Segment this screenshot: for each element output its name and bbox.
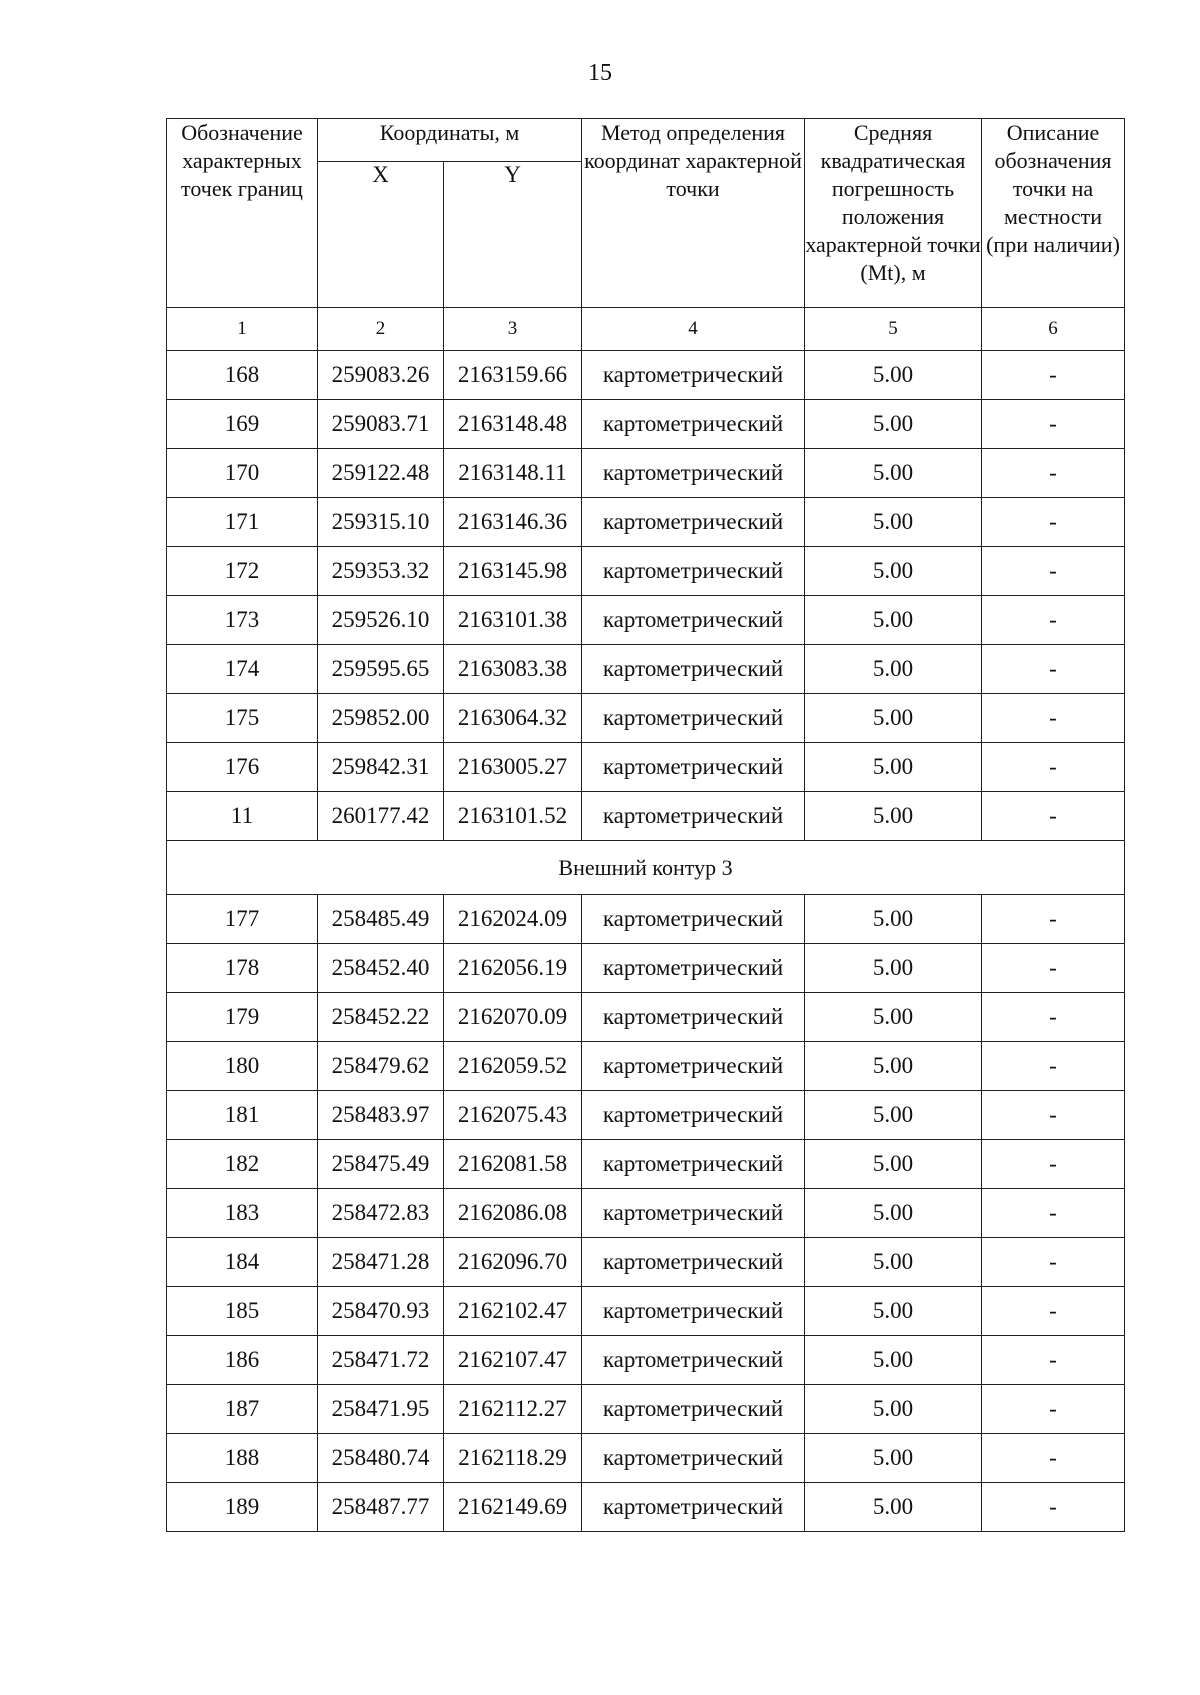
table-row [167, 1483, 1125, 1532]
cell-method: картометрический [582, 1238, 805, 1287]
column-number: 2 [318, 308, 444, 351]
table-row [167, 1336, 1125, 1385]
table-row [167, 1238, 1125, 1287]
cell-error: 5.00 [805, 1385, 982, 1434]
cell-point: 177 [167, 895, 318, 944]
cell-x: 259315.10 [318, 498, 444, 547]
coordinates-table [166, 118, 1125, 1532]
table-row [167, 792, 1125, 841]
column-number: 4 [582, 308, 805, 351]
cell-error: 5.00 [805, 1336, 982, 1385]
cell-description: - [982, 1434, 1125, 1483]
cell-description: - [982, 743, 1125, 792]
cell-method: картометрический [582, 596, 805, 645]
table-row [167, 400, 1125, 449]
cell-y: 2163146.36 [444, 498, 582, 547]
cell-point: 181 [167, 1091, 318, 1140]
cell-point: 176 [167, 743, 318, 792]
header-y: Y [444, 161, 582, 307]
column-number-row [167, 308, 1125, 351]
column-number: 6 [982, 308, 1125, 351]
cell-description: - [982, 1091, 1125, 1140]
cell-point: 187 [167, 1385, 318, 1434]
cell-x: 258475.49 [318, 1140, 444, 1189]
table-row [167, 1042, 1125, 1091]
cell-y: 2163145.98 [444, 547, 582, 596]
cell-point: 185 [167, 1287, 318, 1336]
header-method: Метод определения координат характерной точки [582, 119, 805, 308]
column-number: 1 [167, 308, 318, 351]
cell-description: - [982, 895, 1125, 944]
table-row [167, 1140, 1125, 1189]
cell-x: 258470.93 [318, 1287, 444, 1336]
cell-method: картометрический [582, 743, 805, 792]
table-row [167, 743, 1125, 792]
cell-point: 183 [167, 1189, 318, 1238]
cell-error: 5.00 [805, 1483, 982, 1532]
cell-method: картометрический [582, 1140, 805, 1189]
cell-x: 259083.26 [318, 351, 444, 400]
cell-method: картометрический [582, 944, 805, 993]
cell-y: 2162102.47 [444, 1287, 582, 1336]
table-row [167, 596, 1125, 645]
cell-y: 2162086.08 [444, 1189, 582, 1238]
cell-error: 5.00 [805, 1091, 982, 1140]
cell-error: 5.00 [805, 895, 982, 944]
cell-y: 2163005.27 [444, 743, 582, 792]
cell-error: 5.00 [805, 1238, 982, 1287]
cell-error: 5.00 [805, 1140, 982, 1189]
cell-method: картометрический [582, 1336, 805, 1385]
cell-method: картометрический [582, 1189, 805, 1238]
cell-error: 5.00 [805, 944, 982, 993]
cell-description: - [982, 1287, 1125, 1336]
header-x: X [318, 161, 444, 307]
cell-method: картометрический [582, 1042, 805, 1091]
cell-method: картометрический [582, 1091, 805, 1140]
table-row [167, 547, 1125, 596]
cell-x: 258487.77 [318, 1483, 444, 1532]
cell-error: 5.00 [805, 498, 982, 547]
table-row [167, 1434, 1125, 1483]
cell-point: 174 [167, 645, 318, 694]
cell-point: 170 [167, 449, 318, 498]
header-row [167, 119, 1125, 162]
cell-point: 182 [167, 1140, 318, 1189]
section-title: Внешний контур 3 [167, 841, 1125, 895]
cell-x: 259083.71 [318, 400, 444, 449]
cell-error: 5.00 [805, 596, 982, 645]
cell-x: 258479.62 [318, 1042, 444, 1091]
column-number: 3 [444, 308, 582, 351]
cell-x: 258452.40 [318, 944, 444, 993]
cell-x: 258471.28 [318, 1238, 444, 1287]
cell-x: 258471.72 [318, 1336, 444, 1385]
cell-description: - [982, 498, 1125, 547]
header-point: Обозначение характерных точек границ [167, 119, 318, 308]
table-row [167, 944, 1125, 993]
cell-y: 2162056.19 [444, 944, 582, 993]
cell-description: - [982, 944, 1125, 993]
cell-description: - [982, 351, 1125, 400]
table-row [167, 694, 1125, 743]
cell-error: 5.00 [805, 449, 982, 498]
cell-y: 2162059.52 [444, 1042, 582, 1091]
cell-description: - [982, 1238, 1125, 1287]
cell-error: 5.00 [805, 1042, 982, 1091]
cell-y: 2162096.70 [444, 1238, 582, 1287]
cell-point: 175 [167, 694, 318, 743]
cell-x: 259122.48 [318, 449, 444, 498]
cell-description: - [982, 1042, 1125, 1091]
cell-method: картометрический [582, 351, 805, 400]
page-number: 15 [588, 60, 612, 86]
cell-error: 5.00 [805, 400, 982, 449]
cell-x: 259526.10 [318, 596, 444, 645]
cell-point: 189 [167, 1483, 318, 1532]
cell-y: 2163159.66 [444, 351, 582, 400]
cell-y: 2163148.11 [444, 449, 582, 498]
cell-error: 5.00 [805, 743, 982, 792]
cell-error: 5.00 [805, 547, 982, 596]
table-row [167, 1189, 1125, 1238]
cell-error: 5.00 [805, 792, 982, 841]
cell-point: 173 [167, 596, 318, 645]
cell-point: 179 [167, 993, 318, 1042]
cell-error: 5.00 [805, 993, 982, 1042]
cell-y: 2162118.29 [444, 1434, 582, 1483]
cell-description: - [982, 1140, 1125, 1189]
column-number: 5 [805, 308, 982, 351]
cell-method: картометрический [582, 645, 805, 694]
cell-method: картометрический [582, 895, 805, 944]
header-description: Описание обозначения точки на местности (при наличии) [982, 119, 1125, 308]
cell-x: 258452.22 [318, 993, 444, 1042]
cell-point: 178 [167, 944, 318, 993]
cell-x: 260177.42 [318, 792, 444, 841]
cell-description: - [982, 792, 1125, 841]
cell-method: картометрический [582, 449, 805, 498]
cell-point: 184 [167, 1238, 318, 1287]
cell-y: 2163083.38 [444, 645, 582, 694]
cell-point: 186 [167, 1336, 318, 1385]
cell-description: - [982, 694, 1125, 743]
cell-method: картометрический [582, 1287, 805, 1336]
cell-description: - [982, 993, 1125, 1042]
cell-method: картометрический [582, 1434, 805, 1483]
cell-y: 2163101.52 [444, 792, 582, 841]
cell-error: 5.00 [805, 1189, 982, 1238]
cell-point: 169 [167, 400, 318, 449]
cell-point: 172 [167, 547, 318, 596]
cell-description: - [982, 400, 1125, 449]
table-row [167, 449, 1125, 498]
header-coordinates: Координаты, м [318, 119, 582, 162]
cell-error: 5.00 [805, 1287, 982, 1336]
table-row [167, 351, 1125, 400]
cell-description: - [982, 1483, 1125, 1532]
cell-method: картометрический [582, 1385, 805, 1434]
cell-x: 259842.31 [318, 743, 444, 792]
cell-method: картометрический [582, 547, 805, 596]
cell-point: 168 [167, 351, 318, 400]
cell-description: - [982, 645, 1125, 694]
cell-y: 2162070.09 [444, 993, 582, 1042]
cell-method: картометрический [582, 1483, 805, 1532]
cell-y: 2162024.09 [444, 895, 582, 944]
cell-point: 188 [167, 1434, 318, 1483]
cell-y: 2163101.38 [444, 596, 582, 645]
cell-error: 5.00 [805, 351, 982, 400]
cell-y: 2162149.69 [444, 1483, 582, 1532]
cell-x: 258485.49 [318, 895, 444, 944]
cell-method: картометрический [582, 498, 805, 547]
table-row [167, 645, 1125, 694]
cell-description: - [982, 547, 1125, 596]
cell-point: 180 [167, 1042, 318, 1091]
cell-x: 258483.97 [318, 1091, 444, 1140]
cell-error: 5.00 [805, 694, 982, 743]
cell-method: картометрический [582, 993, 805, 1042]
cell-description: - [982, 449, 1125, 498]
cell-method: картометрический [582, 694, 805, 743]
cell-error: 5.00 [805, 1434, 982, 1483]
cell-x: 258480.74 [318, 1434, 444, 1483]
cell-description: - [982, 596, 1125, 645]
table-row [167, 1287, 1125, 1336]
cell-y: 2162075.43 [444, 1091, 582, 1140]
table-row [167, 1091, 1125, 1140]
cell-description: - [982, 1189, 1125, 1238]
cell-y: 2162107.47 [444, 1336, 582, 1385]
cell-error: 5.00 [805, 645, 982, 694]
cell-x: 259353.32 [318, 547, 444, 596]
table-row [167, 895, 1125, 944]
cell-x: 259852.00 [318, 694, 444, 743]
cell-point: 11 [167, 792, 318, 841]
table-row [167, 1385, 1125, 1434]
cell-y: 2163148.48 [444, 400, 582, 449]
cell-description: - [982, 1385, 1125, 1434]
cell-method: картометрический [582, 400, 805, 449]
cell-x: 258471.95 [318, 1385, 444, 1434]
cell-point: 171 [167, 498, 318, 547]
table-row [167, 498, 1125, 547]
cell-y: 2162112.27 [444, 1385, 582, 1434]
cell-y: 2163064.32 [444, 694, 582, 743]
table-row [167, 993, 1125, 1042]
header-error: Средняя квадратическая погрешность положения характерной точки (Mt), м [805, 119, 982, 308]
cell-description: - [982, 1336, 1125, 1385]
cell-x: 258472.83 [318, 1189, 444, 1238]
cell-y: 2162081.58 [444, 1140, 582, 1189]
section-row [167, 841, 1125, 895]
cell-method: картометрический [582, 792, 805, 841]
cell-x: 259595.65 [318, 645, 444, 694]
